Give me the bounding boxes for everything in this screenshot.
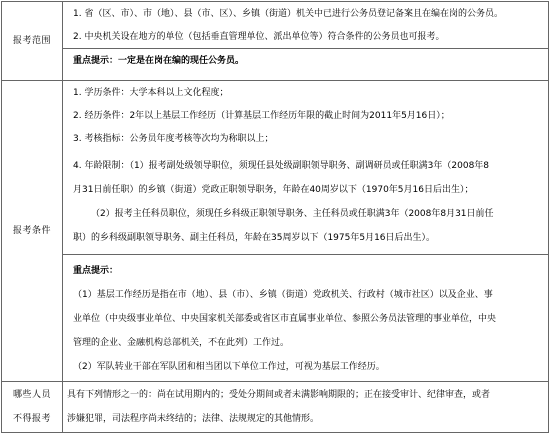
table-row: [2, 382, 549, 433]
excluded-line-2: 涉嫌犯罪，司法程序尚未终结的；法律、法规规定的其他情形。: [67, 414, 320, 424]
note-line-2: 业单位（中央级事业单位、中央国家机关部委或省区市直属事业单位、参照公务员法管理的事业单位，中央: [73, 314, 497, 324]
excluded-cell: [63, 382, 549, 433]
conditions-cell: [63, 81, 549, 382]
scope-item-1: 1. 省（区、市）、市（地）、县（市、区）、乡镇（街道）机关中已进行公务员登记备案且在编在岗的公务员。: [73, 9, 503, 19]
note-line-1: （1）基层工作经历是指在市（地）、县（市）、乡镇（街道）党政机关、行政村（城市社区）以及企业、事: [73, 290, 493, 300]
conditions-note-block: [63, 254, 548, 381]
condition-item-1: 1. 学历条件：大学本科以上文化程度；: [73, 88, 229, 98]
scope-note: 重点提示：一定是在岗在编的现任公务员。: [63, 48, 548, 72]
row-label-scope: 报考范围: [2, 2, 63, 81]
age-limit-block: [63, 150, 548, 254]
scope-item-2: 2. 中央机关设在地方的单位（包括垂直管理单位、派出单位等）符合条件的公务员也可报考。: [73, 32, 445, 42]
condition-item-3: 3. 考核指标：公务员年度考核等次均为称职以上；: [73, 134, 274, 144]
table-row: [2, 81, 549, 382]
conditions-note-title: 重点提示：: [73, 266, 119, 276]
row-label-conditions: 报考条件: [2, 81, 63, 382]
age-line-4: 职）的乡科级副职领导职务、副主任科员，年龄在35周岁以下（1975年5月16日后出生）。: [73, 233, 436, 243]
note-line-3: 管理的企业、金融机构总部机关，不在此列）工作过。: [73, 338, 290, 348]
exam-info-table: [1, 1, 549, 433]
condition-item-2: 2. 经历条件：2年以上基层工作经历（计算基层工作经历年限的截止时间为2011年5月16日）；: [73, 111, 450, 121]
age-line-2: 月31日前任职）的乡镇（街道）党政正职领导职务，年龄在40周岁以下（1970年5月16日后出生）；: [73, 185, 474, 195]
row-label-excluded: [2, 382, 63, 433]
excluded-line-1: 具有下列情形之一的：尚在试用期内的；受处分期间或者未满影响期限的；正在接受审计、纪律审查，或者: [67, 390, 491, 400]
note-line-4: （2）军队转业干部在军队团和相当团以下单位工作过，可视为基层工作经历。: [73, 362, 385, 372]
table-row: [2, 2, 549, 81]
age-line-3: （2）报考主任科员职位，须现任乡科级正职领导职务、主任科员或任职满3年（2008年8月31日前任: [91, 209, 494, 219]
excluded-label-line-2: 不得报考: [12, 414, 51, 424]
scope-cell: [63, 2, 549, 81]
age-line-1: 4. 年龄限制：（1）报考副处级领导职位，须现任县处级副职领导职务、副调研员或任职满3年（2008年8: [73, 161, 490, 171]
excluded-label-line-1: 哪些人员: [12, 390, 51, 400]
